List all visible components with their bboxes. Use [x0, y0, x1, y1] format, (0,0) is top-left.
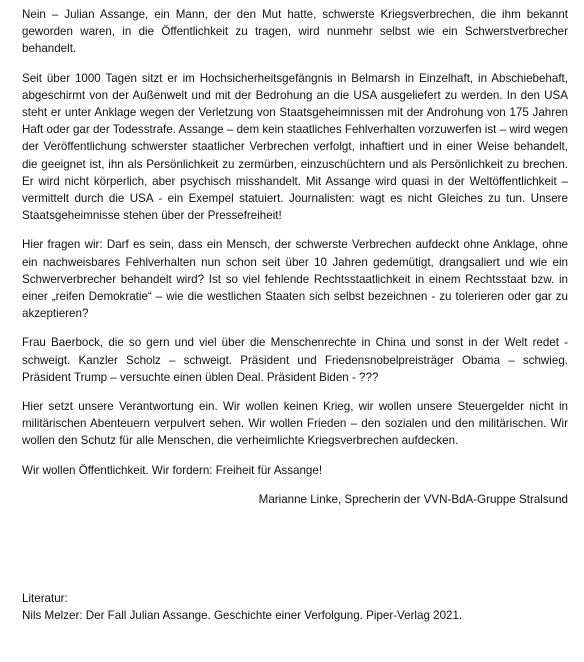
literature-heading: Literatur:: [22, 592, 68, 605]
paragraph-question: Hier fragen wir: Darf es sein, dass ein Mensch, der schwerste Verbrechen aufdeckt ohne Anklage, ohne ein nachweisbares Fehlverhalten nun schon seit über 10 Jahren gedemütigt, drangsaliert und wie ein Schwerverbrecher behandelt wird? Ist so viel fehlende Rechtsstaatlichkeit in einem Rechtsstaat bzw. in einer „reifen Demokratie“ – wie die westlichen Staaten sich selbst bezeichnen - zu tolerieren oder gar zu akzeptieren?: [22, 238, 568, 321]
literature-entry: Nils Melzer: Der Fall Julian Assange. Geschichte einer Verfolgung. Piper-Verlag 2021.: [22, 609, 463, 623]
paragraph-intro: Nein – Julian Assange, ein Mann, der den Mut hatte, schwerste Kriegsverbrechen, die ihm bekannt geworden waren, in die Öffentlichkeit zu tragen, wird nunmehr selbst wie ein Schwerstverbrecher behandelt.: [22, 8, 568, 56]
paragraph-demand: Wir wollen Öffentlichkeit. Wir fordern: Freiheit für Assange!: [22, 463, 323, 477]
document-body: [22, 6, 568, 508]
literature-section: [22, 590, 568, 624]
author-signature: Marianne Linke, Sprecherin der VVN-BdA-Gruppe Stralsund: [258, 492, 568, 506]
paragraph-responsibility: Hier setzt unsere Verantwortung ein. Wir wollen keinen Krieg, wir wollen unsere Steuergelder nicht in militärischen Abenteuern verpulvert sehen. Wir wollen Frieden – den sozialen und den militärischen. Wir wollen den Schutz für alle Menschen, die verheimlichte Kriegsverbrechen aufdecken.: [22, 400, 568, 448]
paragraph-belmarsh: Seit über 1000 Tagen sitzt er im Hochsicherheitsgefängnis in Belmarsh in Einzelhaft, in Abschiebehaft, abgeschirmt von der Außenwelt und mit der Bedrohung an die USA ausgeliefert zu werden. In den USA steht er unter Anklage wegen der Verletzung von Staatsgeheimnissen mit der Androhung von 175 Jahren Haft oder gar der Todesstrafe. Assange – dem kein staatliches Fehlverhalten vorzuwerfen ist – wird wegen der Veröffentlichung schwerster staatlicher Verbrechen verfolgt, inhaftiert und in einer Weise behandelt, die geeignet ist, ihn als Persönlichkeit zu zermürben, einzuschüchtern und als Persönlichkeit zu brechen. Er wird nicht körperlich, aber psychisch misshandelt. Mit Assange wird quasi in der Weltöffentlichkeit – vermittelt durch die USA - ein Exempel statuiert. Journalisten: wagt es nicht Gleiches zu tun. Unsere Staatsgeheimnisse stehen über der Pressefreiheit!: [22, 71, 568, 223]
paragraph-politicians: Frau Baerbock, die so gern und viel über die Menschenrechte in China und sonst in der Welt redet - schweigt. Kanzler Scholz – schweigt. Präsident und Friedensnobelpreisträger Obama – schwieg. Präsident Trump – versuchte einen üblen Deal. Präsident Biden - ???: [22, 336, 568, 384]
